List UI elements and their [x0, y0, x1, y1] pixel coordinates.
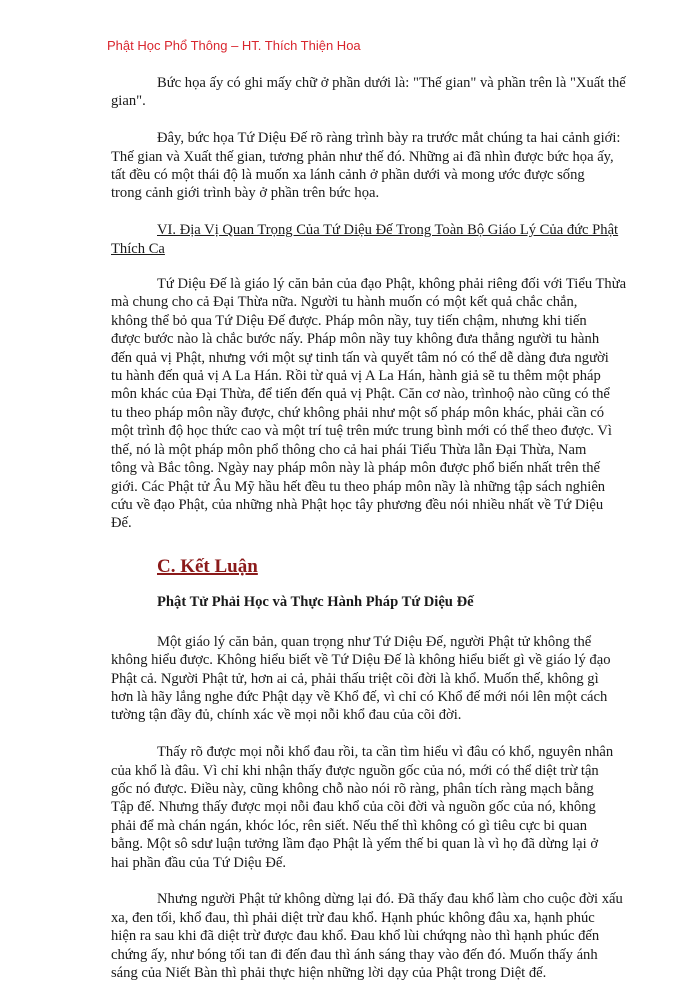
text-line: Tứ Diệu Đế là giáo lý căn bản của đạo Phật, không phải riêng đối với Tiểu Thừa: [157, 276, 627, 293]
text-line: thế, nó là một pháp môn phổ thông cho cả hai phái Tiểu Thừa lẫn Đại Thừa, Nam: [111, 441, 587, 458]
text-line: tông và Bắc tông. Ngày nay pháp môn này là pháp môn được phổ biến nhất trên thế: [111, 460, 600, 477]
text-line: môn khác của Đại Thừa, để tiến đến quả vị Phật. Căn cơ nào, trìnhoộ nào cũng có thể: [111, 386, 610, 403]
text-line: hơn là hãy lắng nghe đức Phật dạy về Khổ đế, vì chỉ có Khổ đế mới nói lên một cách: [111, 688, 608, 705]
heading-line: VI. Địa Vị Quan Trọng Của Tứ Diệu Đế Trong Toàn Bộ Giáo Lý Của đức Phật: [157, 222, 619, 239]
major-heading-conclusion: C. Kết Luận: [157, 555, 258, 577]
text-line: Một giáo lý căn bản, quan trọng như Tứ Diệu Đế, người Phật tử không thể: [157, 633, 592, 650]
paragraph-conclusion-1: [111, 633, 611, 725]
text-line: trong cảnh giới trình bày ở phần trên bức họa.: [111, 185, 380, 202]
text-line: Phật cả. Người Phật tử, hơn ai cả, phải thấu triệt cõi đời là khổ. Muốn thế, không gì: [111, 670, 599, 687]
text-line: hai phần đầu của Tứ Diệu Đế.: [111, 854, 287, 871]
text-line: gốc nó được. Điều này, cũng không chỗ nào nói rõ ràng, phân tích ràng mạch bằng: [111, 780, 594, 797]
paragraph-conclusion-2: [111, 743, 614, 872]
text-line: một trình độ học thức cao và một trí tuệ trên mức trung bình mới có thể theo được. Vì: [111, 423, 612, 440]
text-line: sáng của Niết Bàn thì phải thực hiện những lời dạy của Phật trong Diệt đế.: [111, 965, 547, 981]
heading-line: Thích Ca: [111, 240, 165, 257]
text-line: tu theo pháp môn nầy được, chứ không phải như một số pháp môn khác, phải cần có: [111, 404, 605, 421]
text-line: của khổ là đâu. Vì chỉ khi nhận thấy được nguồn gốc của nó, mới có thể diệt trừ tận: [111, 762, 599, 779]
text-line: chứng ấy, như bóng tối tan đi đến đau thì ánh sáng thay vào đến đó. Muốn thấy ánh: [111, 946, 598, 963]
text-line: Đế.: [111, 515, 132, 532]
sub-heading: Phật Tử Phải Học và Thực Hành Pháp Tứ Diệu Đế: [157, 593, 474, 610]
text-line: cứu về đạo Phật, của những nhà Phật học tây phương đều nói nhiều nhất về Tứ Diệu: [111, 496, 604, 513]
paragraph-caption-description: [111, 74, 626, 111]
text-line: bằng. Một sô sdư luận tưởng lầm đạo Phật là yếm thế bi quan là vì họ đã dừng lại ở: [111, 836, 599, 853]
text-line: Tập đế. Nhưng thấy được mọi nỗi đau khổ của cõi đời và nguồn gốc của nó, không: [111, 799, 596, 816]
text-line: giới. Các Phật tử Âu Mỹ hầu hết đều tu theo pháp môn nầy là những tập sách nghiên: [111, 478, 606, 495]
text-line: tất đều có một thái độ là muốn xa lánh cảnh ở phần dưới và mong ước được sống: [111, 167, 585, 184]
text-line: Thế gian và Xuất thế gian, tương phản như thế đó. Những ai đã nhìn được bức họa ấy,: [111, 148, 614, 165]
text-line: gian".: [111, 93, 146, 110]
paragraph-importance: [111, 275, 627, 533]
paragraph-conclusion-3: [111, 890, 623, 982]
text-line: tường tận đầy đủ, chính xác về mọi nỗi khổ đau của cõi đời.: [111, 707, 462, 724]
text-line: phải để mà chán ngán, khóc lóc, rên siết. Nếu thế thì không có gì tiêu cực bi quan: [111, 817, 587, 834]
document-body: [111, 74, 627, 1001]
section-heading-vi: [111, 221, 619, 258]
text-line: không thể bỏ qua Tứ Diệu Đế được. Pháp môn nầy, tuy tiến chậm, nhưng khi tiến: [111, 312, 587, 329]
text-line: Nhưng người Phật tử không dừng lại đó. Đã thấy đau khổ làm cho cuộc đời xấu: [157, 891, 623, 908]
text-line: Thấy rõ được mọi nỗi khổ đau rồi, ta cần tìm hiểu vì đâu có khổ, nguyên nhân: [157, 744, 614, 761]
running-header: Phật Học Phổ Thông – HT. Thích Thiện Hoa: [107, 38, 361, 53]
text-line: Bức họa ấy có ghi mấy chữ ở phần dưới là: "Thế gian" và phần trên là "Xuất thế: [157, 75, 626, 91]
text-line: hiện ra sau khi đã diệt trừ được đau khổ. Đau khổ lùi chứqng nào thì hạnh phúc đến: [111, 928, 600, 945]
text-line: không hiểu được. Không hiểu biết về Tứ Diệu Đế là không hiểu biết gì về giáo lý đạo: [111, 652, 611, 669]
paragraph-two-realms: [111, 129, 621, 203]
text-line: Đây, bức họa Tứ Diệu Đế rõ ràng trình bày ra trước mắt chúng ta hai cảnh giới:: [157, 130, 621, 147]
text-line: đến quả vị Phật, nhưng với một sự tinh tấn và quyết tâm nó có thể dễ dàng đưa người: [111, 349, 609, 366]
text-line: được bước nào là chắc bước nấy. Pháp môn nầy tuy không đưa thẳng người tu hành: [111, 331, 600, 348]
text-line: xa, đen tối, khổ đau, thì phải diệt trừ đau khổ. Hạnh phúc không đâu xa, hạnh phúc: [111, 909, 595, 926]
text-line: mà chung cho cả Đại Thừa nữa. Người tu hành muốn có một kết quả chắc chắn,: [111, 294, 578, 311]
text-line: tu hành đến quả vị A La Hán. Rồi từ quả vị A La Hán, hành giả sẽ tu thêm một pháp: [111, 368, 601, 385]
